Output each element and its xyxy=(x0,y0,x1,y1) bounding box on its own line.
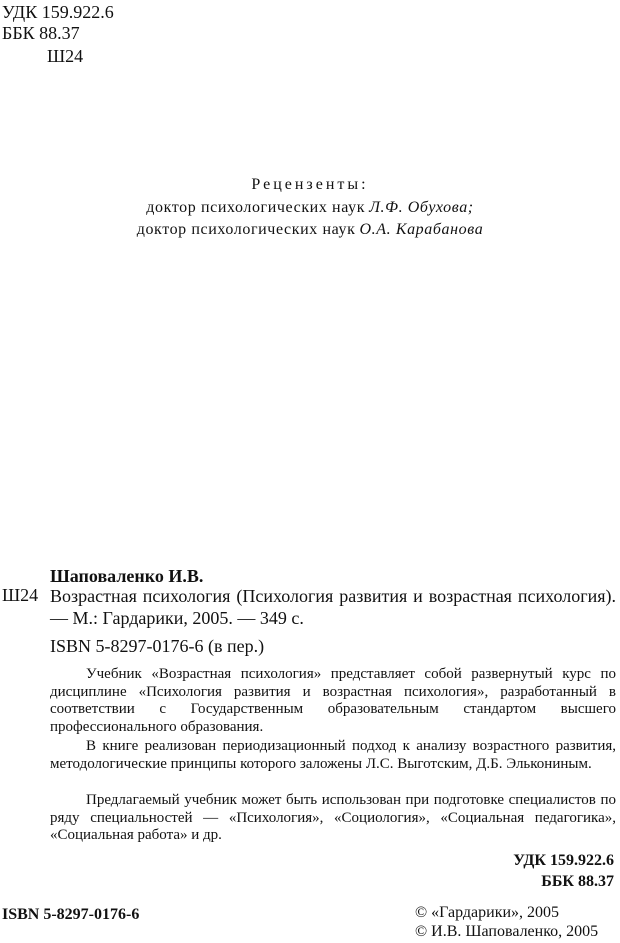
copyright-publisher: © «Гардарики», 2005 xyxy=(415,904,560,921)
footer-isbn: ISBN 5-8297-0176-6 xyxy=(2,906,140,923)
card-title: Возрастная психология (Психология развития и возрастная психология). — М.: Гардарики, 2005. — 349 с. xyxy=(50,586,616,628)
reviewer-2 xyxy=(0,221,620,239)
card-isbn: ISBN 5-8297-0176-6 (в пер.) xyxy=(50,636,265,656)
reviewer-1-name: Л.Ф. Обухова; xyxy=(369,199,474,216)
udk-code: УДК 159.922.6 xyxy=(2,2,114,22)
reviewers-title: Рецензенты: xyxy=(251,176,369,193)
card-udk: УДК 159.922.6 xyxy=(513,852,614,869)
bbk-code: ББК 88.37 xyxy=(2,23,80,43)
annotation-paragraph-1: Учебник «Возрастная психология» представляет собой развернутый курс по дисциплине «Психология развития и возрастная психология», разработанный в соответствии с Государственным образовательным стандартом высшего профессионального образования. xyxy=(50,666,616,735)
reviewer-2-degree: доктор психологических наук xyxy=(136,221,356,238)
card-bbk: ББК 88.37 xyxy=(541,873,614,890)
reviewer-1 xyxy=(0,199,620,217)
annotation-paragraph-2: В книге реализован периодизационный подход к анализу возрастного развития, методологические принципы которого заложены Л.С. Выготским, Д.Б. Элькониным. xyxy=(50,738,616,772)
reviewer-2-name: О.А. Карабанова xyxy=(359,221,484,238)
copyright-author: © И.В. Шаповаленко, 2005 xyxy=(415,923,599,940)
author-sign: Ш24 xyxy=(47,46,84,66)
reviewer-1-degree: доктор психологических наук xyxy=(146,199,366,216)
card-sign: Ш24 xyxy=(2,585,39,605)
card-author: Шаповаленко И.В. xyxy=(50,566,204,586)
annotation-paragraph-3: Предлагаемый учебник может быть использован при подготовке специалистов по ряду специальностей — «Психология», «Социология», «Социальная педагогика», «Социальная работа» и др. xyxy=(50,792,616,843)
